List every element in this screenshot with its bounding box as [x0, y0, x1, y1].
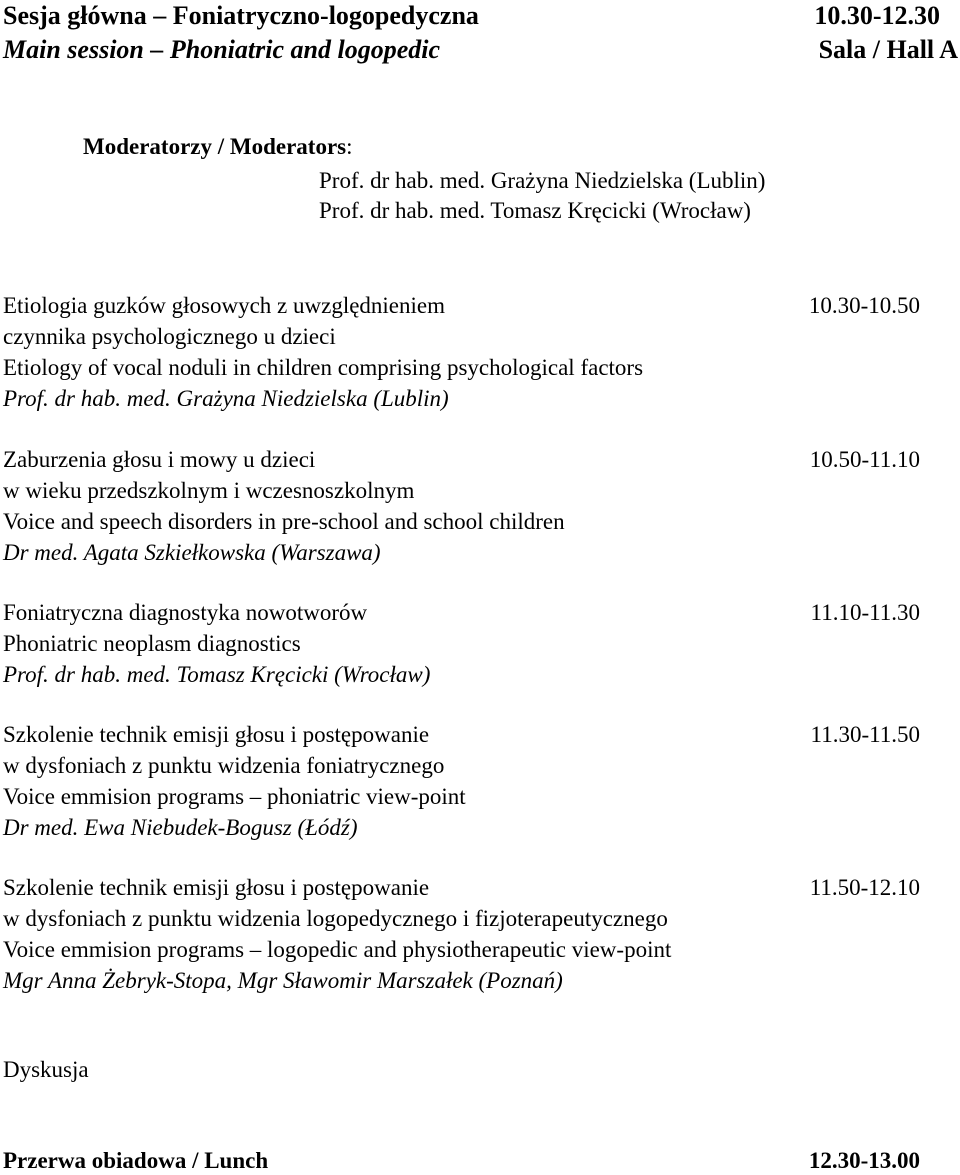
- talk-title-en: Voice and speech disorders in pre-school and school children: [3, 509, 565, 534]
- talk-time: 11.50-12.10: [809, 875, 920, 900]
- talk-title-en: Etiology of vocal noduli in children comprising psychological factors: [3, 355, 644, 380]
- talk-title-pl: Etiologia guzków głosowych z uwzględnieniem: [3, 293, 446, 318]
- talk-speaker: Prof. dr hab. med. Tomasz Kręcicki (Wrocław): [3, 662, 431, 687]
- talk-speaker: Mgr Anna Żebryk-Stopa, Mgr Sławomir Marszałek (Poznań): [3, 968, 563, 993]
- moderators-label: Moderatorzy / Moderators:: [83, 134, 353, 159]
- talk-title-en: Voice emmision programs – phoniatric view-point: [3, 784, 466, 809]
- talk-speaker: Dr med. Ewa Niebudek-Bogusz (Łódź): [3, 815, 358, 840]
- talk-time: 11.30-11.50: [810, 722, 920, 747]
- discussion-label: Dyskusja: [3, 1057, 89, 1082]
- talk-speaker: Dr med. Agata Szkiełkowska (Warszawa): [3, 540, 381, 565]
- talk-time: 11.10-11.30: [810, 600, 920, 625]
- talk-title-pl: Zaburzenia głosu i mowy u dzieci: [3, 447, 316, 472]
- talk-time: 10.50-11.10: [809, 447, 920, 472]
- talk-title-en: Phoniatric neoplasm diagnostics: [3, 631, 301, 656]
- talk-title-pl: w dysfoniach z punktu widzenia foniatrycznego: [3, 753, 445, 778]
- talk-item: [3, 719, 960, 843]
- talk-item: [3, 444, 960, 568]
- talk-title-pl: Szkolenie technik emisji głosu i postępowanie: [3, 722, 430, 747]
- talk-title-pl: Foniatryczna diagnostyka nowotworów: [3, 600, 368, 625]
- moderator-name: Prof. dr hab. med. Tomasz Kręcicki (Wrocław): [319, 198, 751, 223]
- talk-title-pl: w dysfoniach z punktu widzenia logopedycznego i fizjoterapeutycznego: [3, 906, 668, 931]
- talk-title-pl: czynnika psychologicznego u dzieci: [3, 324, 336, 349]
- talk-item: [3, 597, 960, 690]
- lunch-label: Przerwa obiadowa / Lunch: [3, 1148, 269, 1173]
- talk-item: [3, 290, 960, 414]
- lunch-time: 12.30-13.00: [808, 1148, 920, 1173]
- moderator-name: Prof. dr hab. med. Grażyna Niedzielska (Lublin): [319, 168, 766, 193]
- talk-title-en: Voice emmision programs – logopedic and physiotherapeutic view-point: [3, 937, 672, 962]
- session-title-pl: Sesja główna – Foniatryczno-logopedyczna: [3, 1, 479, 30]
- session-title-en: Main session – Phoniatric and logopedic: [3, 35, 440, 64]
- talk-title-pl: w wieku przedszkolnym i wczesnoszkolnym: [3, 478, 415, 503]
- talk-title-pl: Szkolenie technik emisji głosu i postępowanie: [3, 875, 430, 900]
- session-time: 10.30-12.30: [814, 1, 940, 30]
- session-hall: Sala / Hall A: [818, 35, 958, 64]
- talk-speaker: Prof. dr hab. med. Grażyna Niedzielska (Lublin): [3, 386, 449, 411]
- talk-item: [3, 872, 960, 996]
- talk-time: 10.30-10.50: [808, 293, 920, 318]
